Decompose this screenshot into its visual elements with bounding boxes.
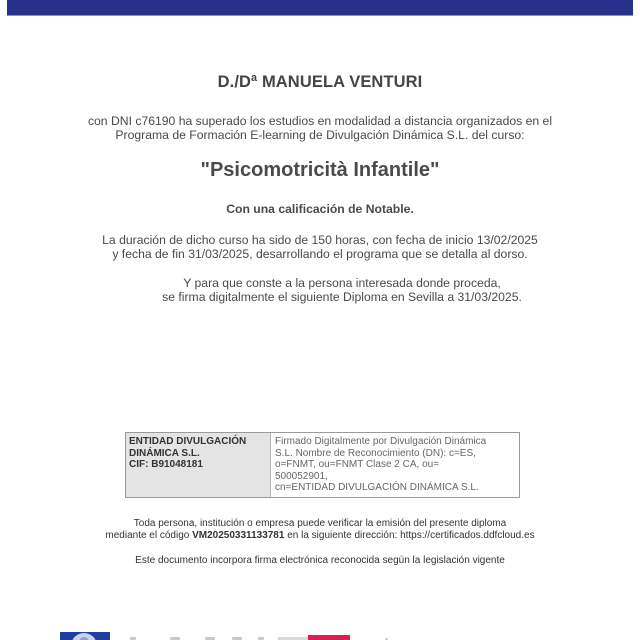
eu-logo-icon [60,632,110,640]
digital-signature-box [125,432,520,498]
signature-detail-line: Firmado Digitalmente por Divulgación Dinámica [275,436,487,447]
entity-cif: CIF: B91048181 [129,459,203,470]
course-title: "Psicomotricità Infantile" [200,159,440,181]
signoff-line-2: se firma digitalmente el siguiente Diploma en Sevilla a 31/03/2025. [162,290,522,304]
signature-detail-line: cn=ENTIDAD DIVULGACIÓN DINÁMICA S.L. [275,482,479,493]
duration-paragraph [0,233,640,261]
verification-line-2 [0,530,640,542]
recipient-name: D./Dª MANUELA VENTURI [217,73,423,91]
verification-url-text[interactable]: en la siguiente dirección: https://certificados.ddfcloud.es [284,530,535,541]
footer-logos [0,628,640,640]
signing-entity [126,433,271,497]
grade-text: Con una calificación de Notable. [226,202,414,216]
entity-line: DINÁMICA S.L. [129,447,200,459]
intro-line-1: con DNI c76190 ha superado los estudios en modalidad a distancia organizados en el [87,114,553,128]
intro-line-2: Programa de Formación E-learning de Divulgación Dinámica S.L. del curso: [115,128,525,142]
intro-paragraph [0,114,640,142]
signoff-paragraph [22,276,640,304]
verification-notice [0,518,640,542]
signature-detail-line: 500052901, [275,470,328,482]
verification-code: VM20250331133781 [192,530,285,541]
signature-detail-line: S.L. Nombre de Reconocimiento (DN): c=ES, [275,447,476,459]
signature-detail-line: o=FNMT, ou=FNMT Clase 2 CA, ou= [275,459,440,470]
legal-notice: Este documento incorpora firma electrónica reconocida según la legislación vigente [135,555,505,566]
verification-prefix: mediante el código [105,530,193,541]
partner-logo-red [308,635,350,640]
duration-line-2: y fecha de fin 31/03/2025, desarrollando el programa que se detalla al dorso. [112,247,528,261]
signoff-line-1: Y para que conste a la persona interesada donde proceda, [183,276,501,290]
duration-line-1: La duración de dicho curso ha sido de 150 horas, con fecha de inicio 13/02/2025 [102,233,538,247]
entity-line: ENTIDAD DIVULGACIÓN [129,436,247,447]
header-band [7,0,633,16]
signature-details [271,433,519,497]
verification-line-1: Toda persona, institución o empresa puede verificar la emisión del presente diploma [133,518,507,529]
